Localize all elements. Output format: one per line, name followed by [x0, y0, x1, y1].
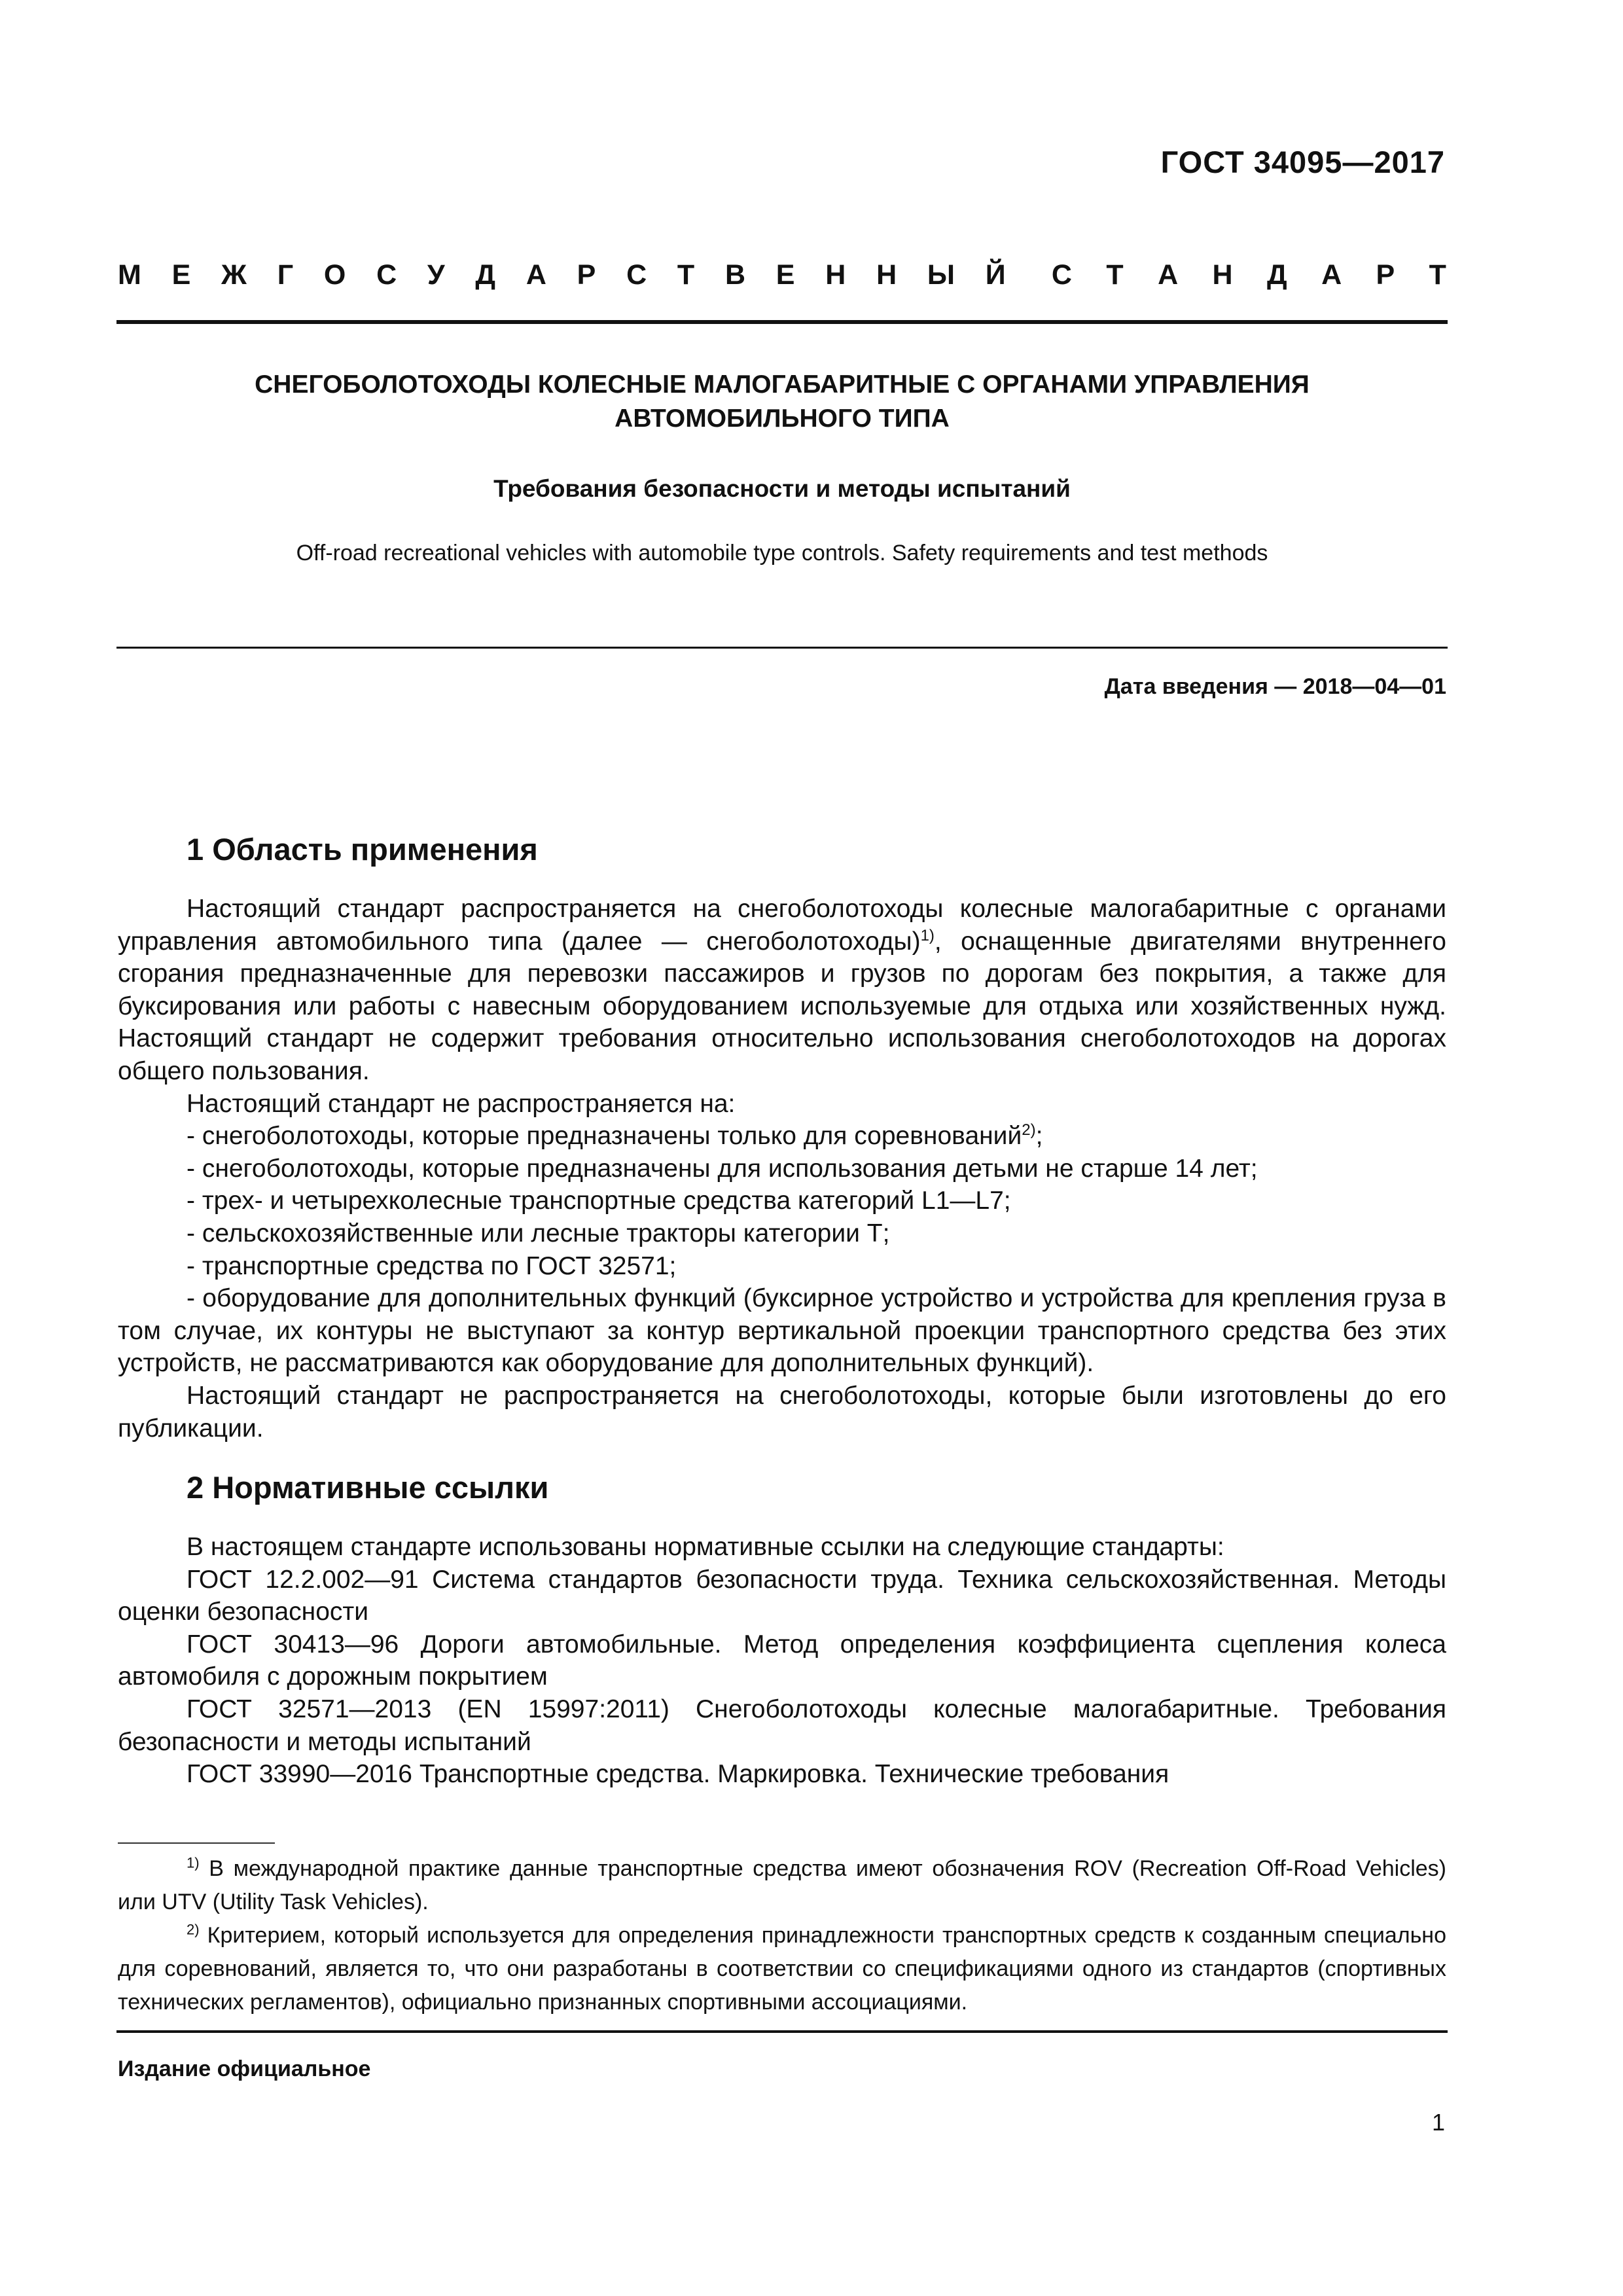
exclusion-item — [118, 1120, 1446, 1153]
footnote-separator — [118, 1842, 275, 1844]
header-rule — [116, 320, 1448, 324]
footnote-1 — [118, 1852, 1446, 1919]
banner-letter: С — [376, 259, 397, 291]
page-number: 1 — [1431, 2109, 1445, 2136]
banner-letter: Ж — [221, 259, 247, 291]
banner-letter: Е — [776, 259, 795, 291]
footnote-1-mark: 1) — [187, 1854, 200, 1871]
banner-letter: М — [118, 259, 141, 291]
banner-letter: Й — [985, 259, 1006, 291]
footnotes — [118, 1852, 1446, 2019]
exclusion-item-end: ; — [1035, 1122, 1043, 1151]
exclusions-intro: Настоящий стандарт не распространяется на: — [187, 1089, 736, 1118]
banner-letter: Р — [1376, 259, 1395, 291]
banner-letter: А — [1158, 259, 1179, 291]
references-intro: В настоящем стандарте использованы нормативные ссылки на следующие стандарты: — [187, 1533, 1224, 1561]
interstate-word — [118, 259, 1006, 291]
document-subtitle: Требования безопасности и методы испытаний — [493, 475, 1071, 502]
banner-letter: А — [526, 259, 546, 291]
banner-letter: Н — [1212, 259, 1233, 291]
interstate-standard-banner — [118, 259, 1446, 291]
scope-text-b: , оснащенные двигателями внутреннего сгорания предназначенные для перевозки пассажиров и грузов по дорогам без покрытия, а также для буксирования или работы с навесным оборудованием используемые для отдыха или хозяйственных нужд. Настоящий стандарт не содержит требования относительно использования снегоболотоходов на дорогах общего пользования. — [118, 927, 1446, 1085]
banner-letter: Д — [475, 259, 496, 291]
banner-letter: Ы — [927, 259, 955, 291]
english-title: Off-road recreational vehicles with automobile type controls. Safety requirements and test methods — [296, 541, 1268, 565]
title-line-1: СНЕГОБОЛОТОХОДЫ КОЛЕСНЫЕ МАЛОГАБАРИТНЫЕ С ОРГАНАМИ УПРАВЛЕНИЯ — [255, 370, 1310, 399]
banner-letter: О — [323, 259, 346, 291]
exclusion-item: - сельскохозяйственные или лесные тракторы категории Т; — [187, 1219, 890, 1247]
footnote-1-text: В международной практике данные транспортные средства имеют обозначения ROV (Recreation Off-Road Vehicles) или UTV (Utility Task Vehicles). — [118, 1856, 1446, 1914]
official-edition-label: Издание официальное — [118, 2056, 371, 2081]
section-2-body — [118, 1531, 1446, 1791]
section-1-heading: 1 Область применения — [187, 832, 538, 867]
banner-letter: А — [1321, 259, 1342, 291]
footnote-2-text: Критерием, который используется для определения принадлежности транспортных средств к созданным специально для соревнований, является то, что они разработаны в соответствии со спецификациями одного из стандартов (спортивных технических регламентов), официально признанных спортивными ассоциациями. — [118, 1923, 1446, 2015]
banner-letter: Е — [171, 259, 191, 291]
exclusion-item-text: - снегоболотоходы, которые предназначены только для соревнований — [187, 1122, 1022, 1151]
reference-item: ГОСТ 12.2.002—91 Система стандартов безопасности труда. Техника сельскохозяйственная. Методы оценки безопасности — [118, 1565, 1446, 1626]
title-line-2: АВТОМОБИЛЬНОГО ТИПА — [615, 404, 950, 433]
exclusion-item: - снегоболотоходы, которые предназначены для использования детьми не старше 14 лет; — [187, 1154, 1258, 1183]
scope-closing-paragraph: Настоящий стандарт не распространяется на снегоболотоходы, которые были изготовлены до его публикации. — [118, 1381, 1446, 1443]
banner-letter: С — [1051, 259, 1072, 291]
section-2-heading: 2 Нормативные ссылки — [187, 1470, 549, 1505]
title-rule — [116, 647, 1448, 649]
section-1-body — [118, 893, 1446, 1444]
banner-letter: Р — [577, 259, 596, 291]
banner-letter: У — [427, 259, 445, 291]
banner-gap — [1006, 259, 1052, 291]
banner-letter: Т — [677, 259, 695, 291]
banner-letter: Т — [1429, 259, 1446, 291]
banner-letter: Н — [825, 259, 846, 291]
standard-word — [1052, 259, 1446, 291]
footnote-ref-2[interactable]: 2) — [1022, 1121, 1036, 1139]
banner-letter: Н — [876, 259, 897, 291]
footer-rule — [116, 2030, 1448, 2033]
scope-text-a: Настоящий стандарт распространяется на снегоболотоходы колесные малогабаритные с органами управления автомобильного типа (далее — снегоболотоходы) — [118, 895, 1446, 956]
document-number: ГОСТ 34095—2017 — [1160, 145, 1445, 179]
exclusion-item: - оборудование для дополнительных функций (буксирное устройство и устройства для крепления груза в том случае, их контуры не выступают за контур вертикальной проекции транспортного средства без этих устройств, не рассматриваются как оборудование для дополнительных функций). — [118, 1284, 1446, 1378]
reference-item: ГОСТ 30413—96 Дороги автомобильные. Метод определения коэффициента сцепления колеса автомобиля с дорожным покрытием — [118, 1630, 1446, 1691]
introduction-date: Дата введения — 2018—04—01 — [1104, 674, 1446, 699]
banner-letter: Г — [277, 259, 294, 291]
footnote-ref-1[interactable]: 1) — [920, 926, 935, 944]
reference-item: ГОСТ 32571—2013 (EN 15997:2011) Снегоболотоходы колесные малогабаритные. Требования безопасности и методы испытаний — [118, 1695, 1446, 1756]
banner-letter: Д — [1267, 259, 1287, 291]
exclusion-item: - транспортные средства по ГОСТ 32571; — [187, 1251, 677, 1280]
footnote-2 — [118, 1919, 1446, 2019]
scope-paragraph — [118, 893, 1446, 1088]
exclusion-item: - трех- и четырехколесные транспортные средства категорий L1—L7; — [187, 1187, 1011, 1215]
reference-item: ГОСТ 33990—2016 Транспортные средства. Маркировка. Технические требования — [187, 1760, 1169, 1789]
banner-letter: В — [724, 259, 746, 291]
footnote-2-mark: 2) — [187, 1921, 200, 1938]
document-title — [118, 368, 1446, 436]
banner-letter: Т — [1106, 259, 1124, 291]
banner-letter: С — [626, 259, 647, 291]
